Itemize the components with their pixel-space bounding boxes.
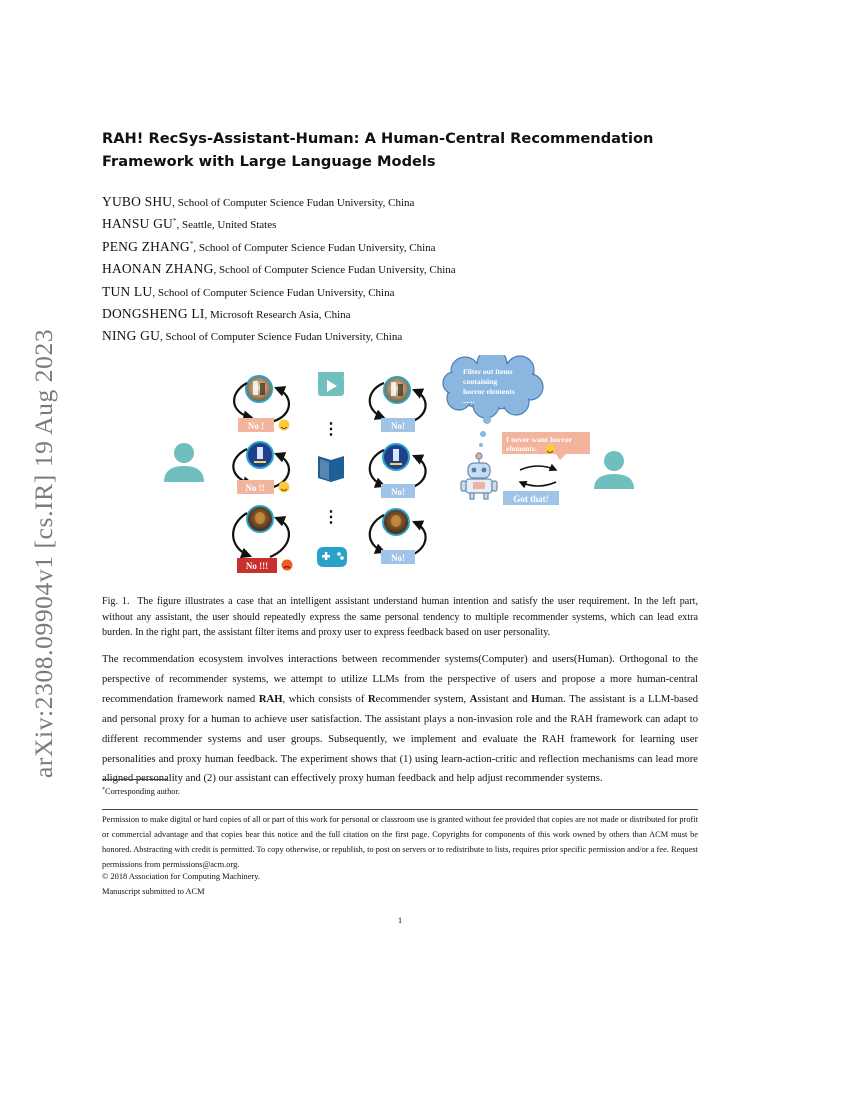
- svg-text:No!: No!: [391, 421, 405, 431]
- ellipsis-1: ⋮: [323, 421, 339, 438]
- user-requirement-bubble: [502, 432, 590, 460]
- author-entry: TUN LU, School of Computer Science Fudan University, China: [102, 283, 395, 299]
- item-poster-right-1: [384, 377, 410, 403]
- svg-text:I never want horror: I never want horror: [506, 435, 573, 444]
- svg-text:No !!: No !!: [245, 483, 265, 493]
- user-right-icon: [594, 451, 634, 489]
- author-entry: PENG ZHANG*, School of Computer Science Fudan University, China: [102, 238, 436, 254]
- left-feedback-bar-2: [237, 480, 290, 494]
- manuscript-line: Manuscript submitted to ACM: [102, 887, 205, 896]
- user-left-icon: [164, 443, 204, 482]
- svg-text:No!: No!: [391, 553, 405, 563]
- author-entry: DONGSHENG LI, Microsoft Research Asia, China: [102, 305, 351, 321]
- arxiv-stamp: [18, 300, 58, 780]
- abstract: The recommendation ecosystem involves interactions between recommender systems(Computer) and users(Human). Orthogonal to the perspective of recommender systems, we attempt to utilize LLMs from the perspective of users and propose a more human-central recommendation framework named RAH, which consists of Recommender system, Assistant and Human. The assistant is a LLM-based and personal proxy for a human to achieve user satisfaction. The assistant plays a non-invasion role and the RAH framework can adapt to different recommender systems and user groups. Subsequently, we implement and evaluate the RAH framework for learning user personalities and proxy human feedback. The experiment shows that (1) using learn-action-critic and reflection mechanisms can lead more aligned personality and (2) our assistant can effectively proxy human feedback and help adjust recommender systems.: [102, 654, 698, 785]
- right-feedback-bar-3: [381, 550, 415, 564]
- item-poster-left-2: [247, 442, 273, 468]
- svg-text:elements.: elements.: [506, 444, 537, 453]
- video-app-icon: [318, 372, 344, 396]
- assistant-robot-icon: [461, 453, 497, 499]
- author-entry: HANSU GU*, Seattle, United States: [102, 216, 277, 232]
- item-poster-right-2: [383, 444, 409, 470]
- copyright-line: © 2018 Association for Computing Machinery.: [102, 872, 260, 881]
- book-app-icon: [318, 456, 344, 482]
- figure-1: [160, 355, 720, 580]
- left-feedback-bar-3: [237, 558, 293, 573]
- svg-text:horror elements: horror elements: [463, 387, 515, 396]
- footnote-rule: [102, 779, 168, 780]
- paper-title: RAH! RecSys-Assistant-Human: A Human-Central Recommendation Framework with Large Language Models: [102, 130, 654, 170]
- right-feedback-bar-2: [381, 484, 415, 498]
- svg-text:No !!!: No !!!: [245, 561, 269, 571]
- item-poster-left-3: [247, 506, 273, 532]
- author-entry: YUBO SHU, School of Computer Science Fudan University, China: [102, 194, 415, 209]
- svg-text:......: ......: [463, 396, 475, 405]
- footnote: *Corresponding author.: [102, 787, 180, 796]
- item-poster-right-3: [383, 509, 409, 535]
- svg-text:Got that!: Got that!: [513, 494, 549, 504]
- author-entry: HAONAN ZHANG, School of Computer Science Fudan University, China: [102, 261, 456, 277]
- arxiv-id: arXiv:2308.09904v1 [cs.IR] 19 Aug 2023: [29, 328, 58, 778]
- ellipsis-2: ⋮: [323, 509, 339, 526]
- figure-caption: Fig. 1. The figure illustrates a case that an intelligent assistant understand human intention and satisfy the user requirement. In the left part, without any assistant, the user should repeatedly express the same personal tendency to multiple recommender systems, which can lead extra burden. In the right part, the assistant filter items and proxy user to express feedback based on user personality.: [102, 596, 698, 639]
- svg-text:No!: No!: [391, 487, 405, 497]
- author-entry: NING GU, School of Computer Science Fudan University, China: [102, 328, 403, 344]
- svg-text:Filter out items: Filter out items: [463, 367, 513, 376]
- svg-text:containing: containing: [463, 377, 498, 386]
- assistant-user-exchange-arrows: [520, 466, 556, 486]
- page-number: 1: [397, 915, 403, 925]
- copyright-block: [102, 869, 260, 899]
- left-feedback-bar-1: [238, 418, 290, 432]
- permission-rule: [102, 809, 698, 810]
- game-app-icon: [317, 547, 347, 567]
- author-list: [102, 188, 742, 345]
- svg-text:No !: No !: [247, 421, 265, 431]
- assistant-reply-bar: [503, 491, 559, 505]
- right-feedback-bar-1: [381, 418, 415, 432]
- item-poster-left-1: [246, 376, 272, 402]
- permission-notice: Permission to make digital or hard copies of all or part of this work for personal or classroom use is granted without fee provided that copies are not made or distributed for profit or commercial advantage and that copies bear this notice and the full citation on the first page. Copyrights for components of this work owned by others than ACM must be honored. Abstracting with credit is permitted. To copy otherwise, or republish, to post on servers or to redistribute to lists, requires prior specific permission and/or a fee. Request permissions from permissions@acm.org.: [102, 815, 698, 869]
